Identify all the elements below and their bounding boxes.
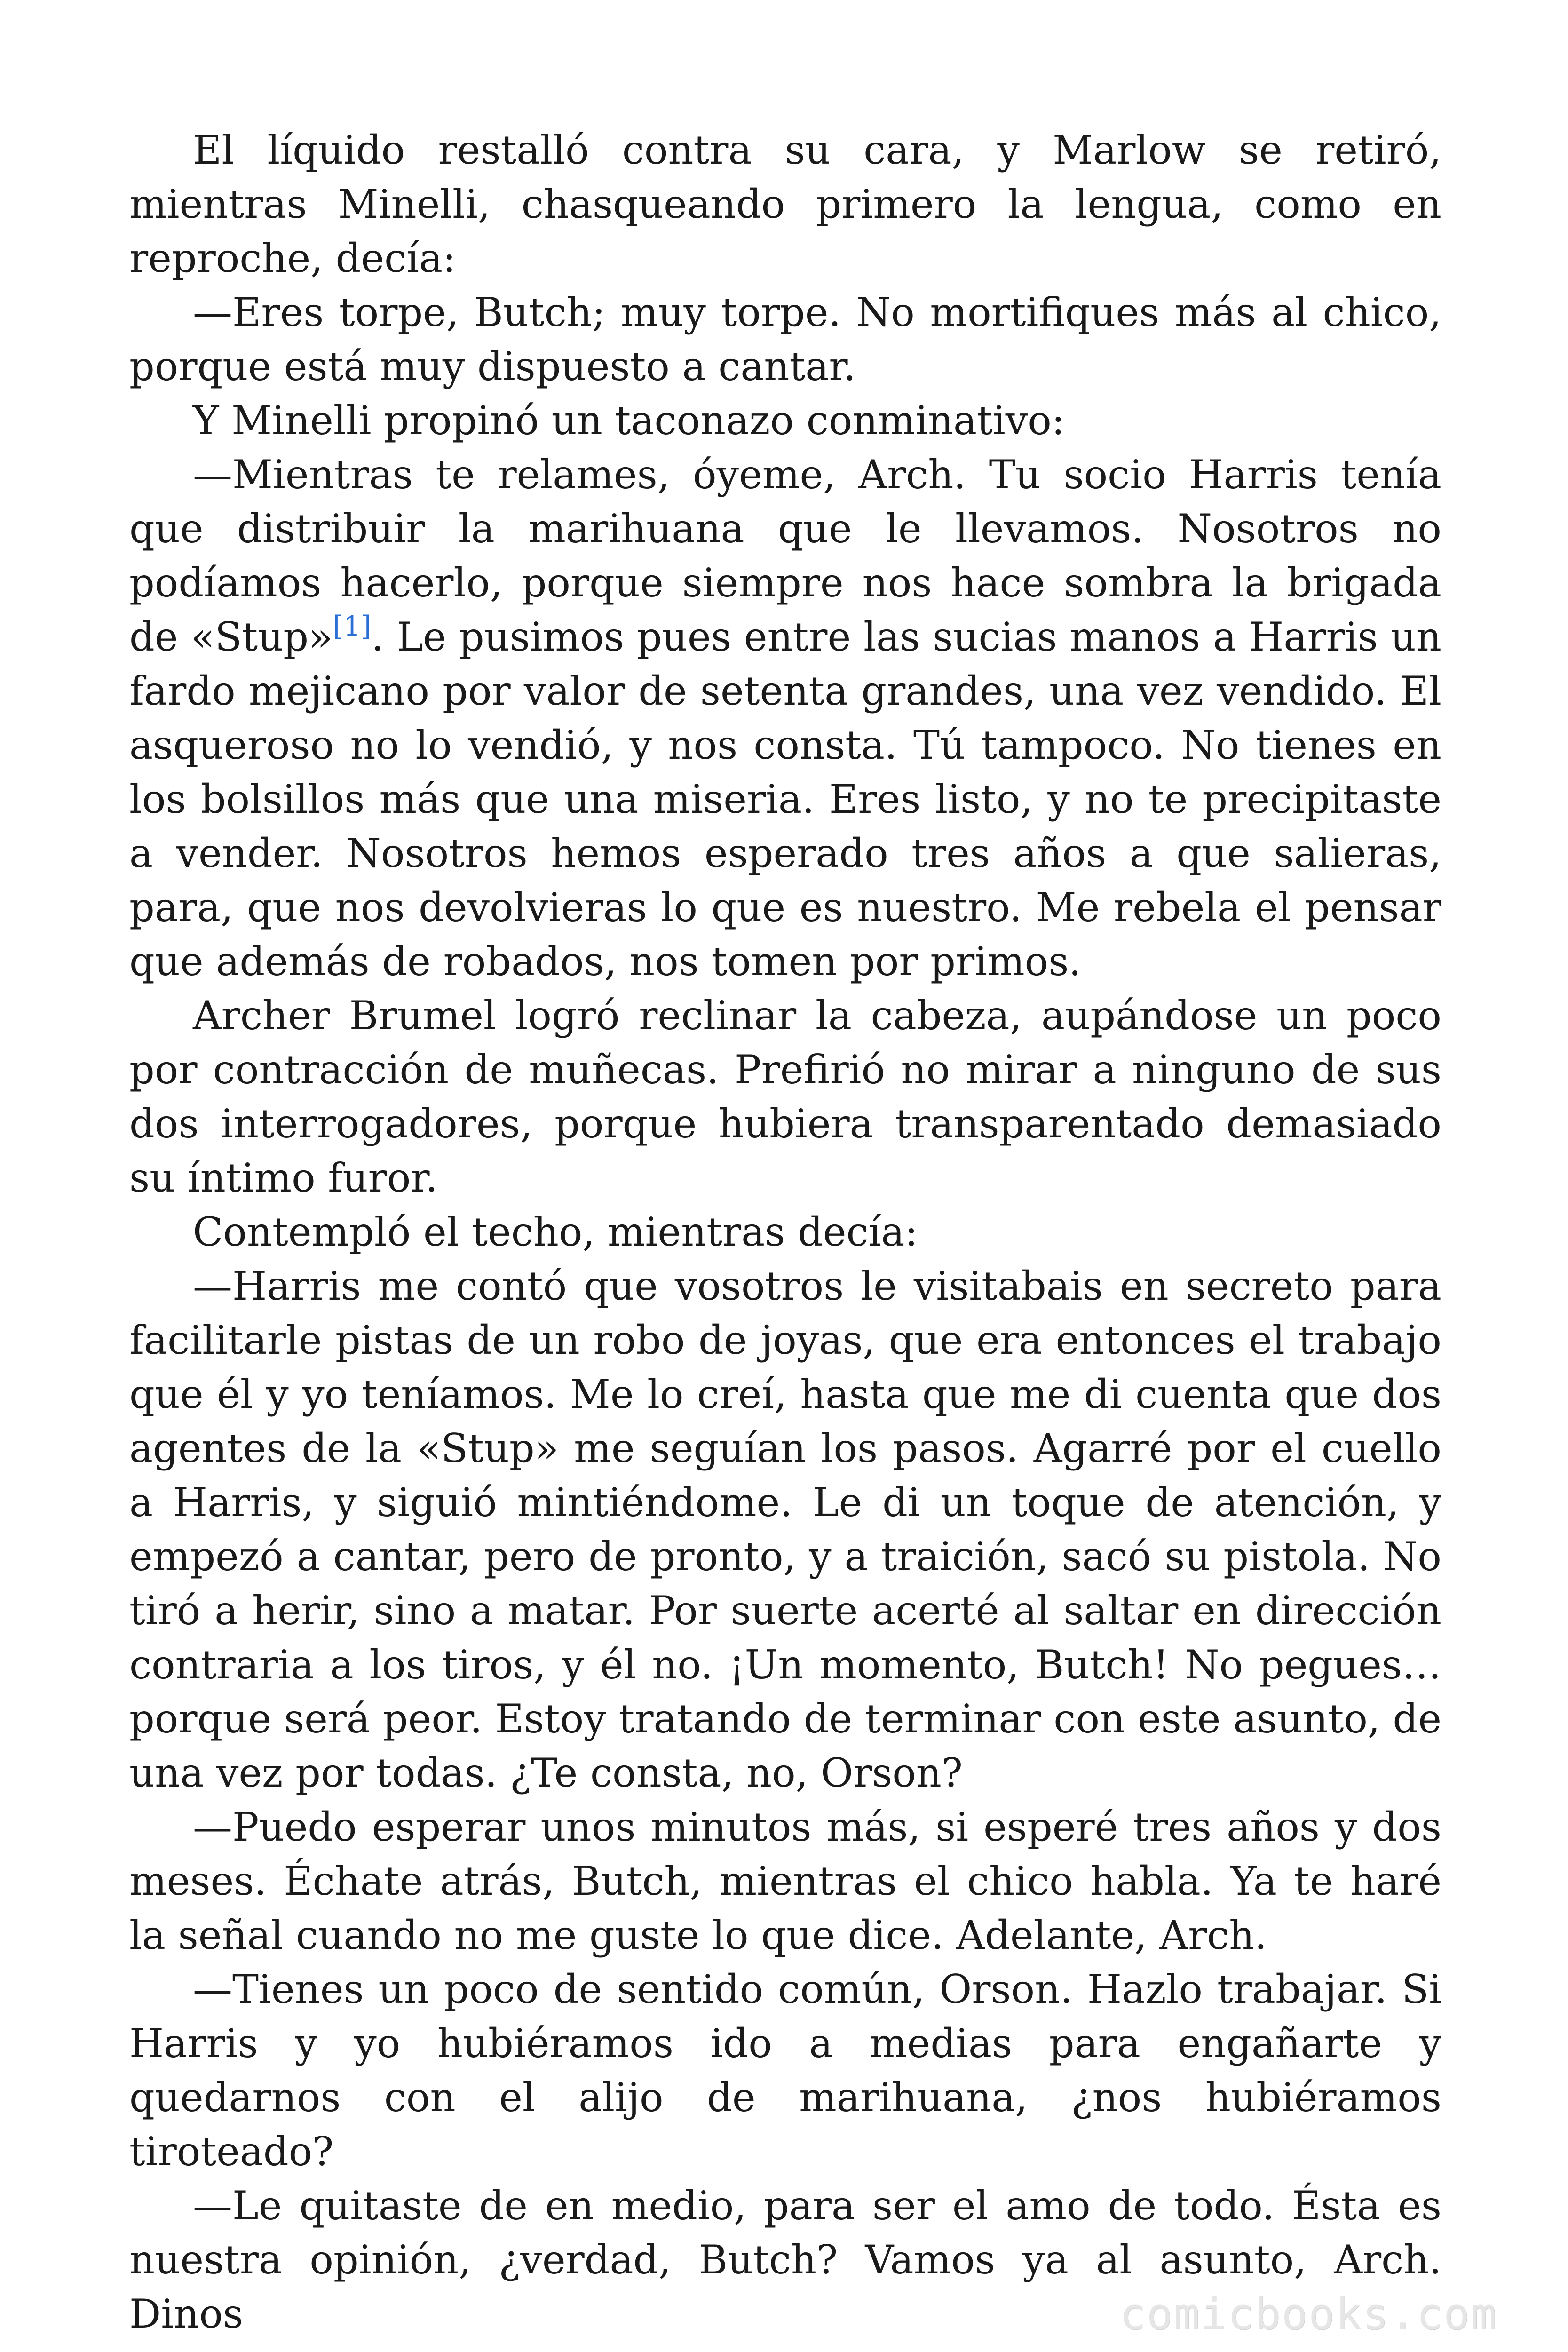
paragraph [129,394,1441,448]
paragraph [129,123,1441,286]
paragraph-text: —Mientras te relames, óyeme, Arch. Tu socio Harris tenía que distribuir la marihuana que le llevamos. Nosotros no podíamos hacerlo, porque siempre nos hace sombra la brigada de «Stup» [129,452,1441,660]
paragraph [129,286,1441,394]
paragraph [129,1205,1441,1259]
paragraph [129,1963,1441,2179]
paragraph [129,989,1441,1205]
paragraph-text: . Le pusimos pues entre las sucias manos a Harris un fardo mejicano por valor de setenta grandes, una vez vendido. El asqueroso no lo vendió, y nos consta. Tú tampoco. No tienes en los bolsillos más que una miseria. Eres listo, y no te precipitaste a vender. Nosotros hemos esperado tres años a que salieras, para, que nos devolvieras lo que es nuestro. Me rebela el pensar que además de robados, nos tomen por primos. [129,614,1442,985]
paragraph-text: —Le quitaste de en medio, para ser el amo de todo. Ésta es nuestra opinión, ¿verdad, Butch? Vamos ya al asunto, Arch. Dinos [129,2183,1441,2337]
paragraph [129,1800,1441,1963]
paragraph [129,1259,1441,1800]
paragraph-text: El líquido restalló contra su cara, y Marlow se retiró, mientras Minelli, chasqueando primero la lengua, como en reproche, decía: [129,127,1441,281]
paragraph-text: Y Minelli propinó un taconazo conminativo: [193,397,1065,444]
paragraph [129,448,1441,989]
body-text [129,123,1441,2341]
watermark: comicbooks.com [1119,2289,1497,2339]
paragraph-text: —Harris me contó que vosotros le visitabais en secreto para facilitarle pistas de un robo de joyas, que era entonces el trabajo que él y yo teníamos. Me lo creí, hasta que me di cuenta que dos agentes de la «Stup» me seguían los pasos. Agarré por el cuello a Harris, y siguió mintiéndome. Le di un toque de atención, y empezó a cantar, pero de pronto, y a traición, sacó su pistola. No tiró a herir, sino a matar. Por suerte acerté al saltar en dirección contraria a los tiros, y él no. ¡Un momento, Butch! No pegues… porque será peor. Estoy tratando de terminar con este asunto, de una vez por todas. ¿Te consta, no, Orson? [129,1263,1441,1796]
paragraph-text: Archer Brumel logró reclinar la cabeza, aupándose un poco por contracción de muñecas. Prefirió no mirar a ninguno de sus dos interrogadores, porque hubiera transparentado demasiado su íntimo furor. [129,993,1441,1201]
paragraph-text: —Puedo esperar unos minutos más, si esperé tres años y dos meses. Échate atrás, Butch, mientras el chico habla. Ya te haré la señal cuando no me guste lo que dice. Adelante, Arch. [129,1804,1441,1958]
paragraph-text: —Eres torpe, Butch; muy torpe. No mortifiques más al chico, porque está muy dispuesto a cantar. [129,289,1441,389]
paragraph-text: Contempló el techo, mientras decía: [193,1209,918,1255]
paragraph-text: —Tienes un poco de sentido común, Orson. Hazlo trabajar. Si Harris y yo hubiéramos ido a medias para engañarte y quedarnos con el alijo de marihuana, ¿nos hubiéramos tiroteado? [129,1966,1441,2175]
footnote-link[interactable]: [1] [333,610,372,642]
